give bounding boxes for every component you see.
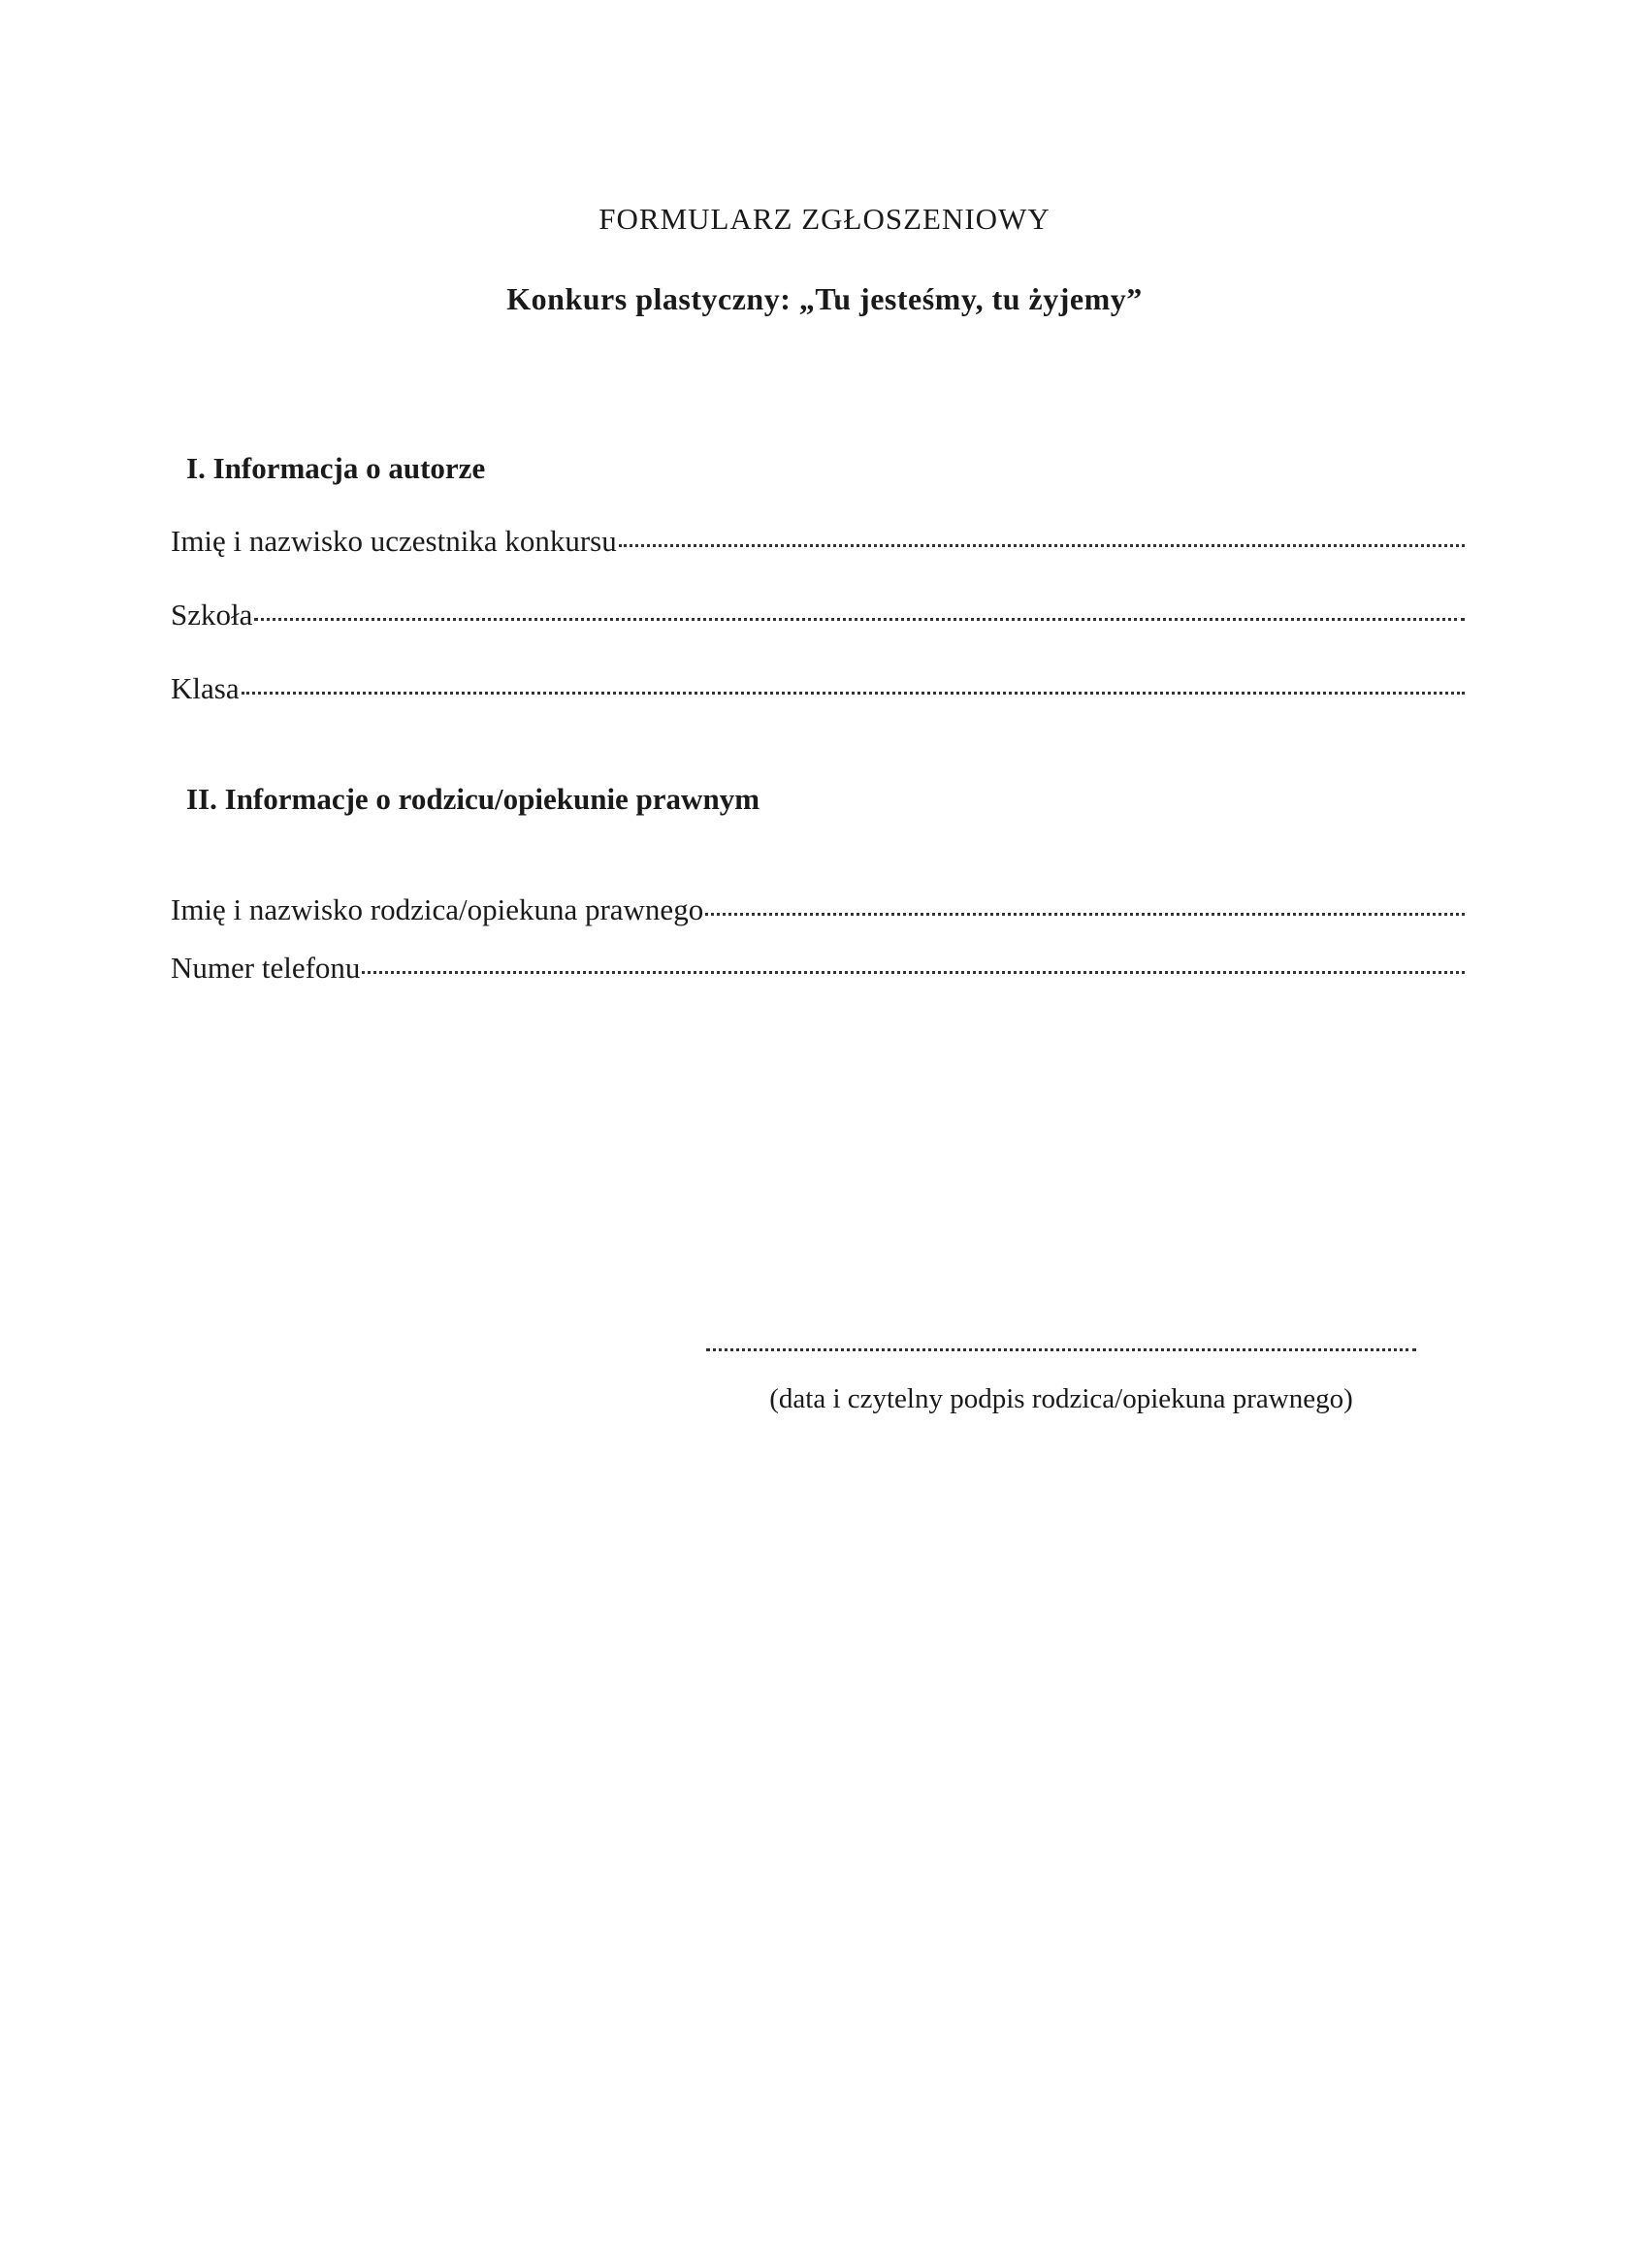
section-author-heading: I. Informacja o autorze [186, 451, 486, 485]
signature-caption: (data i czytelny podpis rodzica/opiekuna prawnego) [769, 1383, 1353, 1414]
competition-title: Konkurs plastyczny: „Tu jesteśmy, tu żyjemy” [506, 281, 1143, 316]
signature-line[interactable] [706, 1348, 1416, 1351]
parent-name-label: Imię i nazwisko rodzica/opiekuna prawnego [171, 892, 704, 926]
class-field[interactable] [171, 671, 1465, 706]
school-line[interactable] [254, 618, 1465, 621]
form-title: FORMULARZ ZGŁOSZENIOWY [598, 202, 1051, 236]
phone-field[interactable] [171, 951, 1465, 986]
participant-name-label: Imię i nazwisko uczestnika konkursu [171, 524, 617, 558]
parent-name-field[interactable] [171, 892, 1465, 927]
school-label: Szkoła [171, 598, 253, 632]
phone-line[interactable] [362, 971, 1465, 974]
parent-name-line[interactable] [705, 913, 1465, 916]
phone-label: Numer telefonu [171, 951, 361, 985]
participant-name-line[interactable] [619, 544, 1465, 547]
school-field[interactable] [171, 598, 1465, 632]
class-label: Klasa [171, 671, 240, 705]
class-line[interactable] [242, 692, 1465, 695]
section-parent-heading: II. Informacje o rodzicu/opiekunie prawnym [186, 782, 760, 816]
participant-name-field[interactable] [171, 524, 1465, 559]
